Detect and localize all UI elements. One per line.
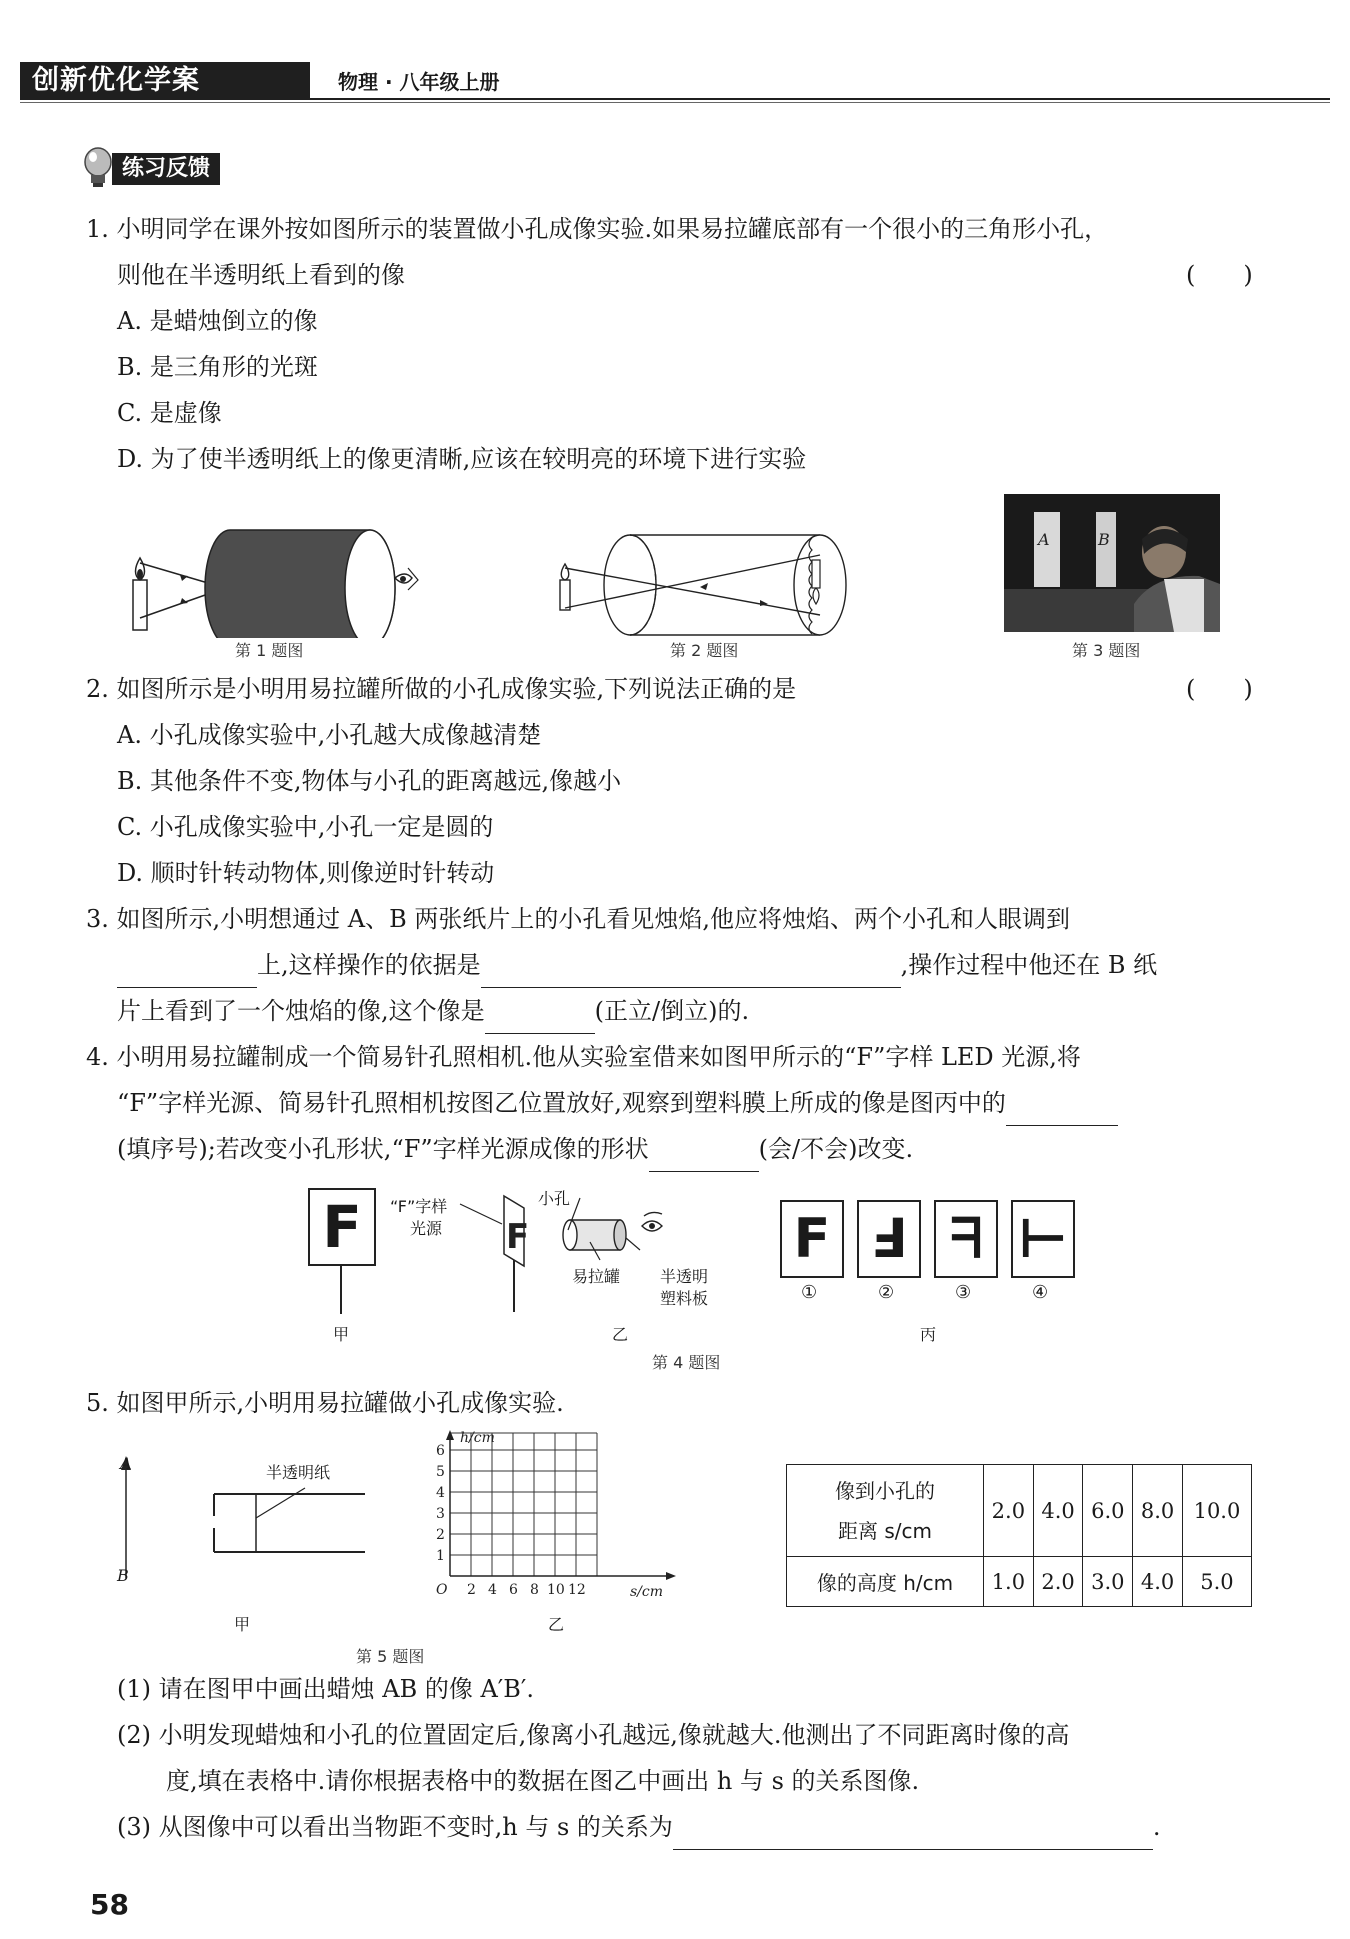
fig4-can-label: 易拉罐: [572, 1267, 621, 1286]
q5-sub3-text: (3) 从图像中可以看出当物距不变时,h 与 s 的关系为: [117, 1813, 673, 1841]
q4-line1: 4. 小明用易拉罐制成一个简易针孔照相机.他从实验室借来如图甲所示的“F”字样 LED 光源,将: [86, 1043, 1081, 1071]
q2-option-a: A. 小孔成像实验中,小孔越大成像越清楚: [117, 721, 542, 749]
fig4-source-label-2: 光源: [410, 1219, 443, 1238]
fig5-paper-label: 半透明纸: [266, 1463, 331, 1482]
q5-sub2-line1: (2) 小明发现蜡烛和小孔的位置固定后,像离小孔越远,像就越大.他测出了不同距离时像的高: [117, 1721, 1070, 1749]
fig4-hole-label: 小孔: [538, 1189, 571, 1208]
q4-blank-2[interactable]: [649, 1141, 759, 1172]
fig5-data-table: [786, 1464, 1252, 1607]
y-tick-label: 1: [436, 1548, 445, 1564]
q4-line2-text: “F”字样光源、简易针孔照相机按图乙位置放好,观察到塑料膜上所成的像是图丙中的: [117, 1089, 1006, 1117]
fig4-film-label-2: 塑料板: [660, 1289, 709, 1308]
fig5-caption: 第 5 题图: [356, 1647, 425, 1666]
y-tick-label: 5: [436, 1464, 445, 1480]
fig3-caption: 第 3 题图: [1072, 641, 1141, 660]
fig3-label-b: B: [1098, 530, 1110, 549]
x-tick-label: 12: [568, 1582, 586, 1598]
q1-answer-paren: ( ): [1186, 261, 1253, 289]
fig4-option-1-box: F: [780, 1200, 844, 1278]
fig4-film-label-1: 半透明: [660, 1267, 709, 1286]
table-cell-s-3: 6.0: [1083, 1465, 1133, 1557]
y-axis-label: h/cm: [460, 1430, 495, 1446]
q3-blank-1[interactable]: [117, 957, 257, 988]
fig4-option-4-label: ④: [1032, 1282, 1049, 1303]
fig5-graph: [410, 1430, 680, 1600]
fig4-option-2-label: ②: [878, 1282, 895, 1303]
x-tick-label: 4: [488, 1582, 497, 1598]
table-cell-s-1: 2.0: [984, 1465, 1034, 1557]
q5-sub2-line2: 度,填在表格中.请你根据表格中的数据在图乙中画出 h 与 s 的关系图像.: [166, 1767, 920, 1795]
q2-option-b: B. 其他条件不变,物体与小孔的距离越远,像越小: [117, 767, 622, 795]
q3-line3a: 片上看到了一个烛焰的像,这个像是: [117, 997, 485, 1025]
fig4-option-2-box: Ⅎ: [857, 1200, 921, 1278]
q1-stem-line1: 1. 小明同学在课外按如图所示的装置做小孔成像实验.如果易拉罐底部有一个很小的三角形小孔，: [86, 215, 1109, 243]
q1-option-a: A. 是蜡烛倒立的像: [117, 307, 318, 335]
section-tag: 练习反馈: [112, 153, 220, 185]
origin-label: O: [436, 1582, 448, 1598]
table-cell-h-5: 5.0: [1182, 1557, 1251, 1607]
fig5-jia-label: 甲: [234, 1615, 251, 1634]
x-tick-label: 2: [467, 1582, 476, 1598]
header-rule-thin: [20, 102, 1330, 103]
book-title: 创新优化学案: [32, 65, 200, 96]
fig3-label-a: A: [1038, 530, 1050, 549]
fig4-option-3-label: ③: [955, 1282, 972, 1303]
x-axis-arrow: [666, 1572, 676, 1580]
fig4-bing-label: 丙: [920, 1325, 937, 1344]
table-cell-h-3: 3.0: [1083, 1557, 1133, 1607]
q5-sub3: (3) 从图像中可以看出当物距不变时,h 与 s 的关系为 .: [117, 1804, 1161, 1850]
fig3-photo: [1004, 494, 1220, 632]
q3-blank-3[interactable]: [485, 1003, 595, 1034]
x-axis-label: s/cm: [630, 1584, 664, 1600]
subject-title: 物理 · 八年级上册: [338, 70, 500, 94]
table-header-h: 像的高度 h/cm: [787, 1557, 984, 1607]
y-axis-arrow: [446, 1430, 454, 1440]
q4-line3: [117, 1126, 913, 1172]
q3-line3: [117, 988, 749, 1034]
fig2-caption: 第 2 题图: [670, 641, 739, 660]
header-rule: [310, 98, 1330, 100]
fig2-diagram: [550, 530, 870, 640]
fig5-jia-diagram: [110, 1448, 370, 1598]
fig4-jia-source-box: F: [308, 1188, 376, 1266]
q3-line2: [117, 942, 1157, 988]
q3-line2b: ,操作过程中他还在 B 纸: [900, 951, 1158, 979]
fig4-yi-diagram: [440, 1186, 770, 1316]
q2-option-c: C. 小孔成像实验中,小孔一定是圆的: [117, 813, 494, 841]
fig4-caption: 第 4 题图: [652, 1353, 721, 1372]
q4-line2: [117, 1080, 1118, 1126]
q5-blank-1[interactable]: [673, 1819, 1153, 1850]
y-tick-label: 6: [436, 1443, 445, 1459]
fig5-label-a: A: [120, 1454, 132, 1473]
q4-line3b: (会/不会)改变.: [758, 1135, 914, 1163]
q1-option-b: B. 是三角形的光斑: [117, 353, 318, 381]
q1-option-c: C. 是虚像: [117, 399, 222, 427]
table-header-s: 像到小孔的 距离 s/cm: [787, 1465, 984, 1557]
fig4-source-label-1: “F”字样: [390, 1197, 448, 1216]
q4-line3a: (填序号);若改变小孔形状,“F”字样光源成像的形状: [117, 1135, 649, 1163]
q3-line2a: 上,这样操作的依据是: [257, 951, 481, 979]
q4-blank-1[interactable]: [1006, 1095, 1118, 1126]
q1-stem-line2: 则他在半透明纸上看到的像: [117, 261, 405, 289]
table-cell-h-4: 4.0: [1133, 1557, 1183, 1607]
table-cell-s-5: 10.0: [1182, 1465, 1251, 1557]
q5-sub1: (1) 请在图甲中画出蜡烛 AB 的像 A′B′.: [117, 1675, 534, 1703]
y-tick-label: 4: [436, 1485, 445, 1501]
svg-text:F: F: [506, 1217, 530, 1257]
q3-blank-2[interactable]: [481, 957, 901, 988]
table-cell-h-2: 2.0: [1033, 1557, 1083, 1607]
x-tick-label: 6: [509, 1582, 518, 1598]
table-cell-h-1: 1.0: [984, 1557, 1034, 1607]
fig1-diagram: [120, 518, 440, 638]
y-tick-label: 3: [436, 1506, 445, 1522]
page-number: 58: [90, 1888, 129, 1921]
fig4-option-3-box: ᖷ: [934, 1200, 998, 1278]
q2-answer-paren: ( ): [1186, 675, 1253, 703]
fig4-jia-stand: [340, 1264, 342, 1314]
table-cell-s-4: 8.0: [1133, 1465, 1183, 1557]
q2-option-d: D. 顺时针转动物体,则像逆时针转动: [117, 859, 495, 887]
q5-stem: 5. 如图甲所示,小明用易拉罐做小孔成像实验.: [86, 1389, 564, 1417]
lightbulb-icon: [80, 146, 116, 190]
table-cell-s-2: 4.0: [1033, 1465, 1083, 1557]
q3-line1: 3. 如图所示,小明想通过 A、B 两张纸片上的小孔看见烛焰,他应将烛焰、两个小孔和人眼调到: [86, 905, 1071, 933]
x-tick-label: 10: [547, 1582, 565, 1598]
q3-line3b: (正立/倒立)的.: [594, 997, 750, 1025]
fig4-jia-label: 甲: [333, 1325, 350, 1344]
fig5-yi-label: 乙: [548, 1615, 565, 1634]
fig4-yi-label: 乙: [612, 1325, 629, 1344]
fig4-option-1-label: ①: [801, 1282, 818, 1303]
q2-stem: 2. 如图所示是小明用易拉罐所做的小孔成像实验,下列说法正确的是: [86, 675, 797, 703]
fig4-option-4-box: ⊢: [1011, 1200, 1075, 1278]
x-tick-label: 8: [530, 1582, 539, 1598]
y-tick-label: 2: [436, 1527, 445, 1543]
q1-option-d: D. 为了使半透明纸上的像更清晰,应该在较明亮的环境下进行实验: [117, 445, 807, 473]
fig1-caption: 第 1 题图: [235, 641, 304, 660]
fig5-label-b: B: [117, 1566, 129, 1585]
